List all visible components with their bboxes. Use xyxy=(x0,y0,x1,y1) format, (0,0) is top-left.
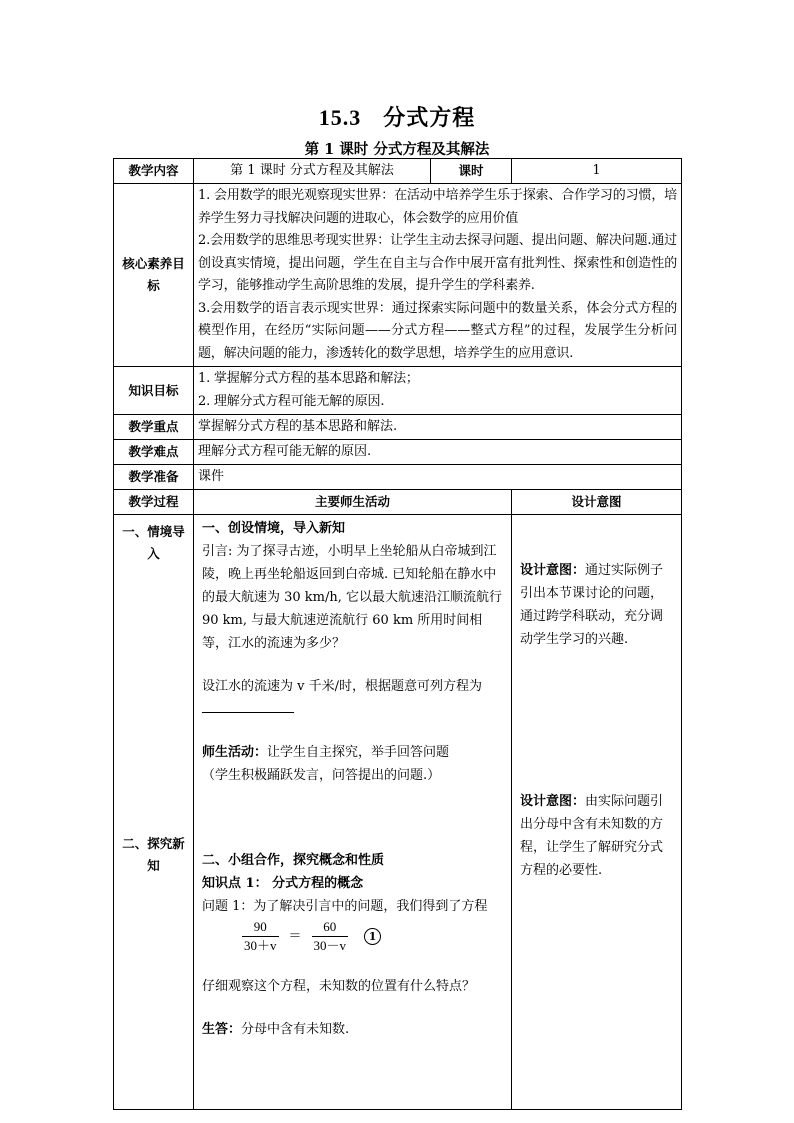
answer-text: 分母中含有未知数. xyxy=(241,1022,350,1037)
title-text: 分式方程 xyxy=(383,105,476,131)
stage-2-heading: 二、小组合作，探究概念和性质 xyxy=(202,853,385,868)
page-title xyxy=(0,101,794,132)
process-stages xyxy=(114,515,194,1110)
equal-sign: ＝ xyxy=(288,928,302,944)
knowledge-goals xyxy=(194,367,682,415)
activity-text: 让学生自主探究，举手回答问题 xyxy=(267,745,450,760)
stage-1-intent: 通过实际例子引出本节课讨论的问题，通过跨学科联动，充分调动学生学习的兴趣. xyxy=(520,563,664,647)
key-point-value: 掌握解分式方程的基本思路和解法. xyxy=(194,415,682,440)
intent-header: 设计意图 xyxy=(512,490,682,515)
difficulty-value: 理解分式方程可能无解的原因. xyxy=(194,440,682,465)
stage-1-intro: 引言: 为了探寻古迹，小明早上坐轮船从白帝城到江陵，晚上再坐轮船返回到白帝城. 已知轮船在静水中的最大航速为 30 km/h, 它以最大航速沿江顺流航行 90 km, 与最大航速逆流航行 60 km 所用时间相等，江水的流速为多少？ xyxy=(202,544,503,651)
lesson-subtitle: 第 1 课时 分式方程及其解法 xyxy=(304,141,490,158)
intents-cell xyxy=(512,515,682,1110)
stage-1-heading: 一、创设情境，导入新知 xyxy=(202,521,346,536)
stage-2-name: 二、探究新知 xyxy=(122,836,185,873)
literacy-goal-2: 2.会用数学的思维思考现实世界：让学生主动去探寻问题、提出问题、解决问题.通过创设真实情境，提出问题，学生在自主与合作中展开富有批判性、探索性和创造性的学习，能够推动学生高阶思维的发展，提升学生的学科素养. xyxy=(198,233,677,293)
stage-1-intent-label: 设计意图： xyxy=(520,563,586,578)
literacy-goal-1: 1. 会用数学的眼光观察现实世界：在活动中培养学生乐于探索、合作学习的习惯，培养学生努力寻找解决问题的进取心，体会数学的应用价值 xyxy=(198,188,677,226)
hours-label: 课时 xyxy=(431,159,512,184)
equation-mark: 1 xyxy=(364,928,381,945)
process-header: 教学过程 xyxy=(114,490,194,515)
equation xyxy=(202,918,505,955)
literacy-goal-3: 3.会用数学的语言表示现实世界：通过探索实际问题中的数量关系，体会分式方程的模型作用，在经历“实际问题——分式方程——整式方程”的过程，发展学生分析问题，解决问题的能力，渗透转化的数学思想，培养学生的应用意识. xyxy=(198,300,677,361)
answer-label: 生答： xyxy=(202,1022,242,1037)
stage-2-intent: 由实际问题引出分母中含有未知数的方程，让学生了解研究分式方程的必要性. xyxy=(520,794,664,878)
content-label: 教学内容 xyxy=(114,159,194,184)
answer-blank xyxy=(202,698,294,713)
left-fraction: $\frac{90}{30+v}$ xyxy=(244,919,277,953)
literacy-label: 核心素养目标 xyxy=(114,184,194,367)
knowledge-label: 知识目标 xyxy=(114,367,194,415)
activities-cell xyxy=(194,515,512,1110)
activity-label: 师生活动： xyxy=(202,745,268,760)
activity-header: 主要师生活动 xyxy=(194,490,512,515)
question-1: 问题 1：为了解决引言中的问题，我们得到了方程 xyxy=(202,899,488,914)
observe-question: 仔细观察这个方程，未知数的位置有什么特点？ xyxy=(202,979,476,994)
knowledge-goal-1: 1. 掌握解分式方程的基本思路和解法； xyxy=(198,371,419,386)
difficulty-label: 教学难点 xyxy=(114,440,194,465)
hours-value: 1 xyxy=(512,159,682,184)
right-fraction: $\frac{60}{30-v}$ xyxy=(313,919,347,953)
knowledge-goal-2: 2. 理解分式方程可能无解的原因. xyxy=(198,393,385,409)
content-value: 第 1 课时 分式方程及其解法 xyxy=(194,159,431,184)
section-number: 15.3 xyxy=(318,105,362,130)
prep-label: 教学准备 xyxy=(114,465,194,490)
stage-1-name: 一、情境导入 xyxy=(122,524,185,561)
key-point-label: 教学重点 xyxy=(114,415,194,440)
knowledge-point: 知识点 1： 分式方程的概念 xyxy=(202,876,364,891)
stage-1-setup: 设江水的流速为 v 千米/时，根据题意可列方程为 xyxy=(202,679,482,694)
activity-note: （学生积极踊跃发言，问答提出的问题.） xyxy=(202,768,441,783)
prep-value: 课件 xyxy=(194,465,682,490)
lesson-plan-table xyxy=(113,158,682,1110)
stage-2-intent-label: 设计意图： xyxy=(520,794,586,809)
literacy-goals xyxy=(194,184,682,367)
